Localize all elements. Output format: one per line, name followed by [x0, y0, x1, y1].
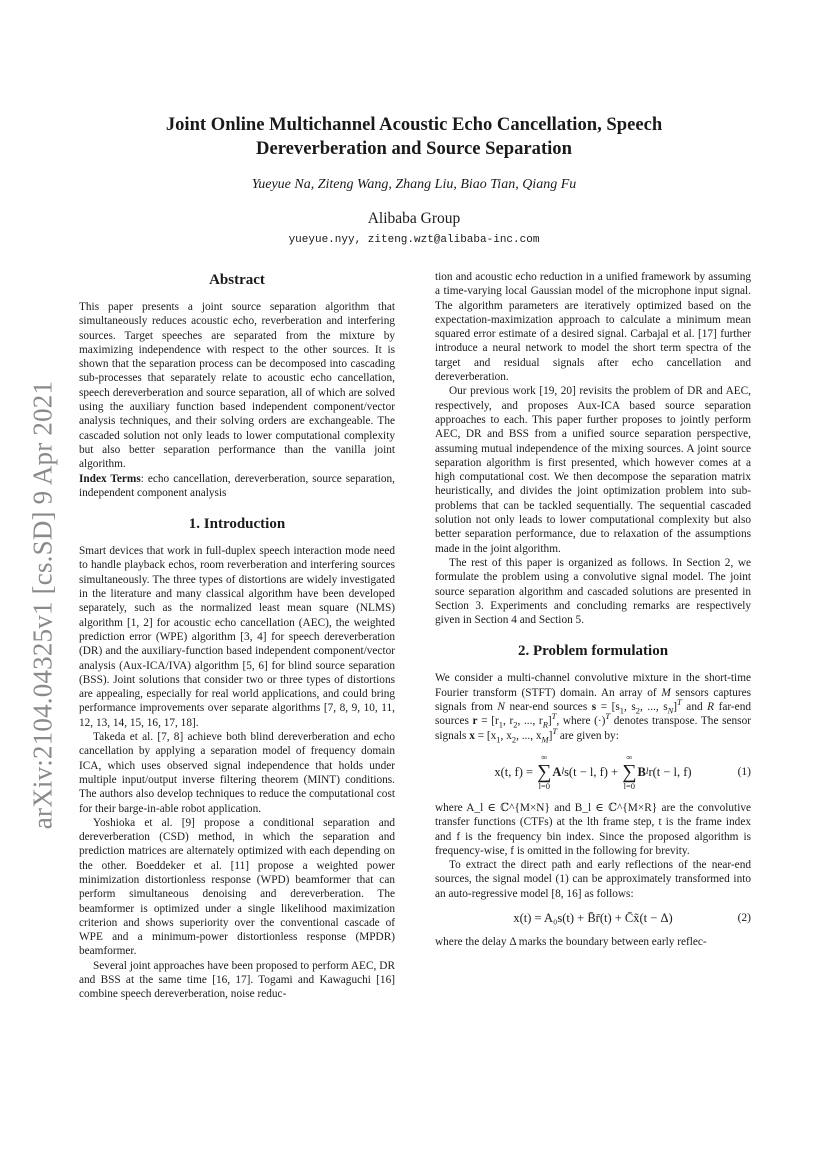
equation-1: x(t, f) = ∞ ∑ l=0 A l s(t − l, f) + ∞ ∑ l=0 B l r(t − l, f) (1)	[494, 751, 751, 791]
emails: yueyue.nyy, ziteng.wzt@alibaba-inc.com	[288, 234, 540, 246]
intro-paragraph-2: Takeda et al. [7, 8] achieve both blind dereverberation and echo cancellation by applying a separation model of frequency domain ICA, which uses observed signal independence that holds under multiple input/output inverse filtering theorem (MINT) conditions. The authors also develop techniques to reduce the computational cost for their barge-in-able robot application.	[79, 731, 395, 815]
formulation-paragraph-1: We consider a multi-channel convolutive mixture in the short-time Fourier transform (STFT) domain. An array of M sensors captures signals from N near-end sources $s = [s_1$, $s_2$, ..., $s_N]^T$ and R far-end sources $r = [r_1$, $r_2$, ..., $r_R]^T$, where $(\cdot)^T$ denotes transpose. The sensor signals $x = [x_1$, $x_2$, ..., $x_M]^T$ are given by:	[435, 672, 752, 744]
intro-paragraph-4-continued: tion and acoustic echo reduction in a unified framework by assuming a time-varying local Gaussian model of the microphone input signal. The algorithm parameters are iteratively optimized based on the expectation-maximization approach to calculate a minimum mean squared error estimate of a desired signal. Carbajal et al. [17] further introduce a neural network to model the short term spectra of the target and residual signals after echo cancellation and dereverberation.	[435, 271, 751, 384]
eq1-term1: A	[552, 764, 562, 779]
index-terms-label: Index Terms	[79, 472, 141, 485]
intro-paragraph-6: The rest of this paper is organized as follows. In Section 2, we formulate the problem using a convolutive signal model. The joint source separation algorithm and cascaded solutions are presented in Section 3. Experiments and concluding remarks are respectively given in Section 4 and Section 5.	[435, 556, 751, 627]
eq2-body: x(t) = A₀s(t) + B̄r̄(t) + C̄x̃(t − Δ)	[513, 910, 673, 925]
right-column	[435, 270, 751, 950]
paper-title: Joint Online Multichannel Acoustic Echo Cancellation, Speech Dereverberation and Source Separation	[165, 114, 663, 159]
arxiv-stamp	[18, 370, 68, 840]
affiliation: Alibaba Group	[367, 210, 461, 227]
intro-paragraph-1: Smart devices that work in full-duplex speech interaction mode need to handle playback echos, room reverberation and interfering sources simultaneously. The three types of distortions are widely investigated in the literature and many classical algorithm have been developed separately, such as the normalized least mean square (NLMS) algorithm [1, 2] for acoustic echo cancellation (AEC), the weighted prediction error (WPE) algorithm [3, 4] for speech dereverberation (DR) and the auxiliary-function based independent component/vector analysis (Aux-ICA/IVA) algorithm [5, 6] for blind source separation (BSS). Joint solutions that consider two or three types of distortions are appealing, especially for real world applications, and could bring performance improvements over separate algorithms [7, 8, 9, 10, 11, 12, 13, 14, 15, 16, 17, 18].	[79, 545, 395, 729]
formulation-paragraph-2: where A_l ∈ ℂ^{M×N} and B_l ∈ ℂ^{M×R} are the convolutive transfer functions (CTFs) at the lth frame step, t is the frame index and f is the frequency bin index. Since the proposed algorithm is frequency-wise, f is omitted in the following for brevity.	[435, 801, 751, 857]
equation-2	[435, 911, 751, 925]
formulation-paragraph-3: To extract the direct path and early reflections of the near-end sources, the signal model (1) can be approximately transformed into an auto-regressive model [8, 16] as follows:	[435, 859, 751, 900]
left-column	[79, 270, 395, 1002]
eq2-number: (2)	[737, 911, 751, 924]
eq1-number: (1)	[737, 765, 751, 778]
authors: Yueyue Na, Ziteng Wang, Zhang Liu, Biao Tian, Qiang Fu	[251, 177, 577, 192]
intro-paragraph-4: Several joint approaches have been proposed to perform AEC, DR and BSS at the same time [16, 17]. Togami and Kawaguchi [16] combine speech dereverberation, noise reduc-	[79, 959, 395, 1001]
eq1-term2: B	[637, 764, 646, 779]
section-2-heading: 2. Problem formulation	[517, 643, 669, 660]
index-terms	[79, 472, 395, 501]
eq1-lhs: x(t, f) =	[494, 764, 534, 779]
arxiv-id: arXiv:2104.04325v1 [cs.SD] 9 Apr 2021	[27, 380, 58, 830]
index-terms-text: : echo cancellation, dereverberation, source separation, independent component analysis	[79, 472, 395, 499]
sum-symbol-2: ∞ ∑ l=0	[622, 751, 637, 791]
abstract-text: This paper presents a joint source separation algorithm that simultaneously reduces acoustic echo, reverberation and interfering sources. Target speeches are separated from the mixture by maximizing independence with respect to the other sources. It is shown that the separation process can be decomposed into cascading sub-processes that separately relate to acoustic echo cancellation, speech dereverberation and source separation, all of which are solved using the auxiliary function based independent component/vector analysis techniques, and their solving orders are exchangeable. The cascaded solution not only leads to lower computational complexity but also better separation performance than the vanilla joint algorithm.	[79, 301, 395, 471]
formulation-paragraph-4: where the delay Δ marks the boundary between early reflec-	[435, 936, 707, 949]
intro-paragraph-5: Our previous work [19, 20] revisits the problem of DR and AEC, respectively, and proposes Aux-ICA based source separation approaches to each. This paper further proposes to jointly perform AEC, DR and BSS from a unified source separation perspective, assuming mutual independence of the mixing sources. A joint source separation algorithm is first presented, which however comes at a high computational cost. We then decompose the separation matrix heuristically, and divides the joint optimization problem into sub-problems that can be tackled sequentially. The sequential cascaded solution not only leads to lower computational complexity but also better separation performance, due to relaxation of the assumptions made in the joint algorithm.	[435, 385, 751, 555]
abstract-heading: Abstract	[209, 272, 265, 288]
section-1-heading: 1. Introduction	[188, 516, 286, 533]
eq1-term1-rest: s(t − l, f) +	[564, 764, 619, 779]
eq1-term2-rest: r(t − l, f)	[648, 764, 692, 779]
intro-paragraph-3: Yoshioka et al. [9] propose a conditional separation and dereverberation (CSD) method, in which the separation and prediction matrices are alternately optimized with each depending on the other. Boeddeker et al. [11] propose a weighted power minimization distortionless response (WPD) beamformer that can perform simultaneous denoising and dereverberation. The beamformer is optimized under a single likelihood maximization criterion and shows superiority over the conventional cascade of WPE and a minimum-power distortionless response (MPDR) beamformer.	[79, 816, 395, 958]
sum-symbol: ∞ ∑ l=0	[537, 751, 552, 791]
